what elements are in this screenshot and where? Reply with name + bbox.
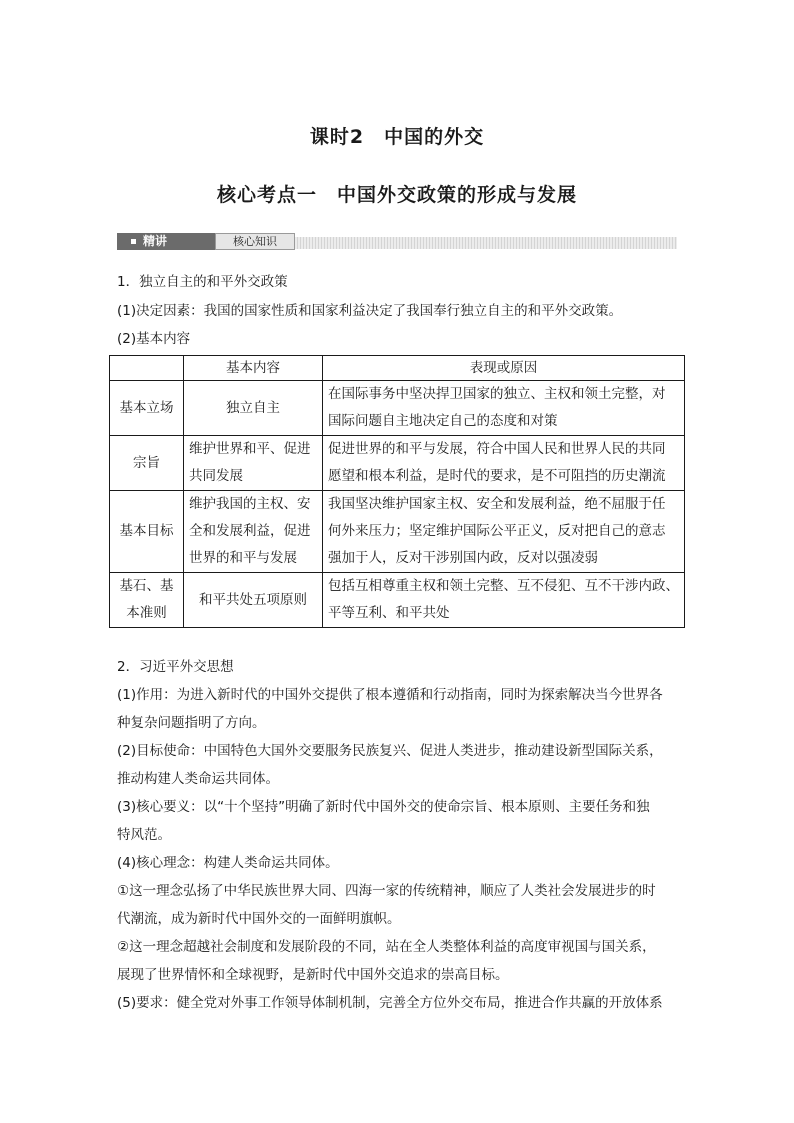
table-row: [110, 381, 685, 436]
table-header-cell: 基本内容: [184, 356, 323, 381]
row-content: [184, 491, 323, 573]
row-detail: [323, 573, 685, 628]
lesson-title: 课时2 中国的外交: [309, 126, 485, 148]
row-detail-line: 国际问题自主地决定自己的态度和对策: [328, 413, 558, 429]
square-bullet-icon: [131, 239, 136, 244]
row-label-line: 本准则: [126, 605, 167, 621]
row-content-line: 维护我国的主权、安: [189, 496, 311, 512]
part1-heading: 1．独立自主的和平外交政策: [117, 274, 288, 290]
row-label: [110, 381, 184, 436]
section-title: 核心考点一 中国外交政策的形成与发展: [216, 184, 577, 206]
part2-line: 展现了世界情怀和全球视野，是新时代中国外交追求的崇高目标。: [117, 967, 509, 983]
banner-tag-label: 精讲: [143, 234, 168, 248]
row-content-line: 独立自主: [226, 399, 280, 416]
part2-line: (4)核心理念：构建人类命运共同体。: [117, 855, 339, 871]
row-detail: [323, 436, 685, 491]
part2-line: (2)目标使命：中国特色大国外交要服务民族复兴、促进人类进步，推动建设新型国际关系，: [117, 743, 663, 759]
row-content-line: 维护世界和平、促进: [189, 441, 311, 457]
policy-table: [109, 355, 685, 628]
banner-tag: [117, 233, 215, 250]
table-header-cell: 表现或原因: [323, 356, 685, 381]
part2-line: (3)核心要义：以“十个坚持”明确了新时代中国外交的使命宗旨、根本原则、主要任务和独: [117, 799, 650, 815]
row-label-line: 基本立场: [119, 399, 174, 416]
row-detail-line: 强加于人，反对干涉别国内政，反对以强凌弱: [328, 550, 598, 566]
row-label-line: 基本目标: [119, 523, 174, 539]
row-detail-line: 在国际事务中坚决捍卫国家的独立、主权和领土完整，对: [328, 386, 666, 402]
row-detail-line: 平等互利、和平共处: [328, 605, 450, 621]
row-content-line: 全和发展利益，促进: [189, 523, 311, 539]
row-label: [110, 573, 184, 628]
row-detail-line: 愿望和根本利益，是时代的要求，是不可阻挡的历史潮流: [328, 468, 666, 484]
row-content: [184, 436, 323, 491]
part2-line: (5)要求：健全党对外事工作领导体制机制，完善全方位外交布局，推进合作共赢的开放体系: [117, 995, 663, 1011]
table-row: [110, 573, 685, 628]
banner-subtitle: 核心知识: [215, 233, 295, 250]
row-content-line: 和平共处五项原则: [199, 591, 307, 608]
part2-line: ②这一理念超越社会制度和发展阶段的不同，站在全人类整体利益的高度审视国与国关系，: [117, 939, 656, 955]
row-content-line: 世界的和平与发展: [189, 550, 297, 566]
part1-paragraph-1: (1)决定因素：我国的国家性质和国家利益决定了我国奉行独立自主的和平外交政策。: [117, 303, 623, 319]
row-detail-line: 我国坚决维护国家主权、安全和发展利益，绝不屈服于任: [328, 496, 666, 512]
part2-line: 特风范。: [117, 827, 171, 843]
part2-line: 种复杂问题指明了方向。: [117, 715, 266, 731]
table-row: [110, 436, 685, 491]
table-row: [110, 491, 685, 573]
part2-heading: 2．习近平外交思想: [117, 659, 234, 675]
row-label-line: 基石、基: [119, 578, 174, 594]
part2-line: (1)作用：为进入新时代的中国外交提供了根本遵循和行动指南，同时为探索解决当今世界各: [117, 687, 663, 703]
row-detail: [323, 381, 685, 436]
part2-line: 推动构建人类命运共同体。: [117, 771, 279, 787]
row-content-line: 共同发展: [189, 468, 243, 484]
part2-line: ①这一理念弘扬了中华民族世界大同、四海一家的传统精神，顺应了人类社会发展进步的时: [117, 883, 656, 899]
row-label: [110, 436, 184, 491]
row-content: [184, 573, 323, 628]
row-detail-line: 促进世界的和平与发展，符合中国人民和世界人民的共同: [328, 441, 666, 457]
table-header-row: [110, 356, 685, 381]
row-detail: [323, 491, 685, 573]
row-label: [110, 491, 184, 573]
part2-line: 代潮流，成为新时代中国外交的一面鲜明旗帜。: [117, 911, 401, 927]
section-banner: [117, 233, 677, 253]
part1-paragraph-2: (2)基本内容: [117, 331, 191, 347]
row-label-line: 宗旨: [133, 454, 160, 471]
row-content: [184, 381, 323, 436]
row-detail-line: 何外来压力；坚定维护国际公平正义，反对把自己的意志: [328, 523, 666, 539]
row-detail-line: 包括互相尊重主权和领土完整、互不侵犯、互不干涉内政、: [328, 578, 679, 594]
table-header-cell: [110, 356, 184, 381]
